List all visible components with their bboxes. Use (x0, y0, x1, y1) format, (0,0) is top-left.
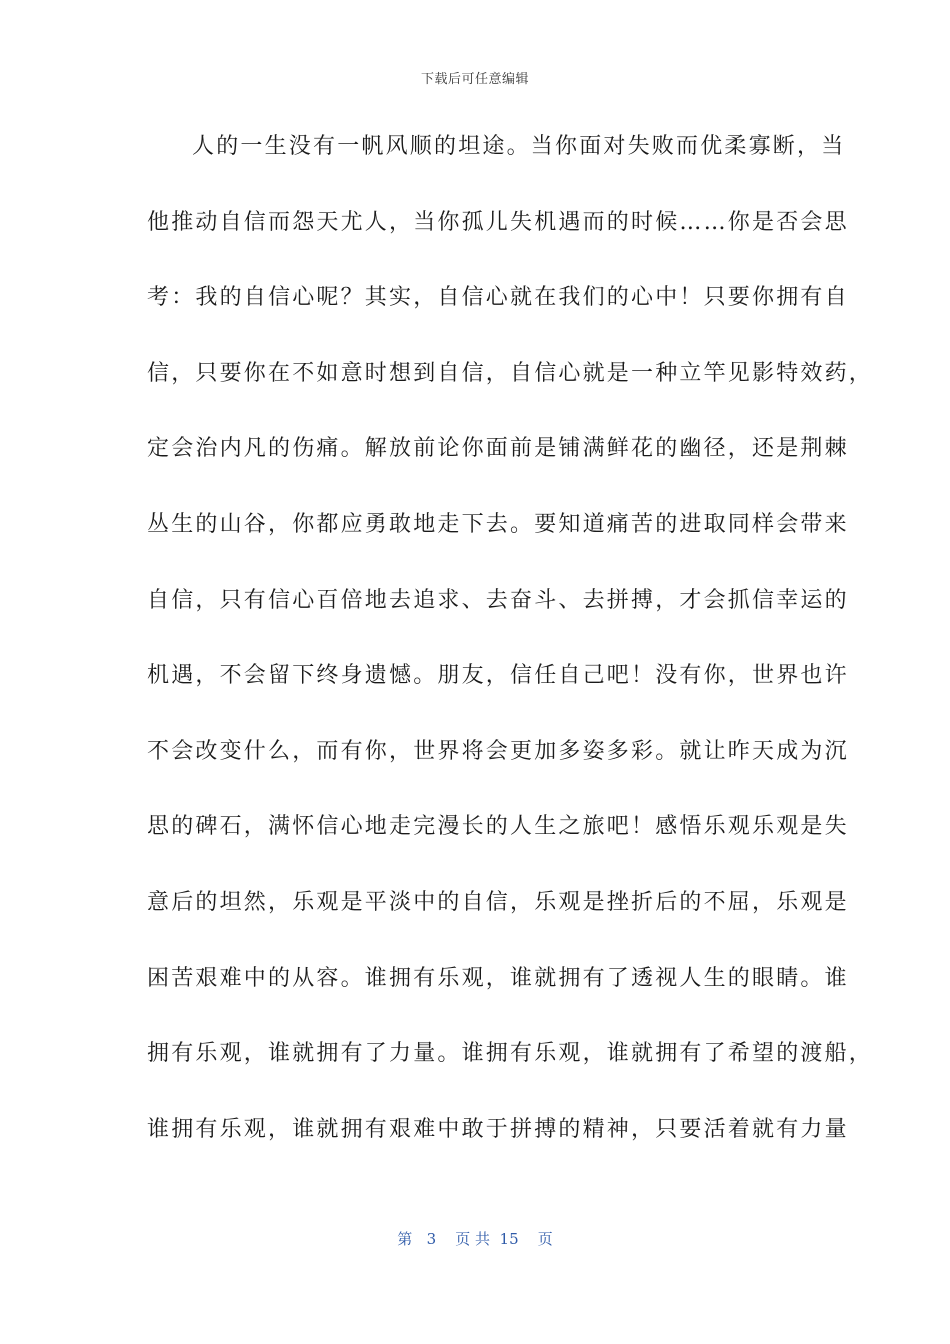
text-line: 丛生的山谷，你都应勇敢地走下去。要知道痛苦的进取同样会带来 (147, 511, 849, 537)
text-line: 谁拥有乐观，谁就拥有艰难中敢于拼搏的精神，只要活着就有力量 (147, 1116, 849, 1142)
footer-end-label: 页 (537, 1230, 553, 1248)
text-line: 定会治内凡的伤痛。解放前论你面前是铺满鲜花的幽径，还是荆棘 (147, 436, 849, 462)
footer-total-pages: 15 (499, 1230, 519, 1248)
footer-current-page: 3 (426, 1230, 437, 1248)
text-line: 自信，只有信心百倍地去追求、去奋斗、去拼搏，才会抓信幸运的 (147, 587, 849, 613)
text-line: 他推动自信而怨天尤人，当你孤儿失机遇而的时候……你是否会思 (147, 209, 849, 235)
text-line: 不会改变什么，而有你，世界将会更加多姿多彩。就让昨天成为沉 (147, 738, 849, 764)
body-text (147, 127, 874, 1185)
text-line: 思的碑石，满怀信心地走完漫长的人生之旅吧！感悟乐观乐观是失 (147, 814, 849, 840)
text-line: 人的一生没有一帆风顺的坦途。当你面对失败而优柔寡断，当 (192, 134, 846, 159)
footer-total-label: 页 共 (455, 1230, 490, 1248)
text-line: 意后的坦然，乐观是平淡中的自信，乐观是挫折后的不屈，乐观是 (147, 889, 849, 915)
text-line: 机遇，不会留下终身遗憾。朋友，信任自己吧！没有你，世界也许 (147, 663, 849, 689)
text-line: 信，只要你在不如意时想到自信，自信心就是一种立竿见影特效药， (147, 360, 874, 386)
text-line: 考：我的自信心呢？其实，自信心就在我们的心中！只要你拥有自 (147, 285, 849, 311)
page-header: 下载后可任意编辑 (420, 72, 529, 87)
page-footer (0, 1228, 950, 1249)
footer-page-label: 第 (397, 1230, 413, 1248)
text-line: 困苦艰难中的从容。谁拥有乐观，谁就拥有了透视人生的眼睛。谁 (147, 965, 849, 991)
text-line: 拥有乐观，谁就拥有了力量。谁拥有乐观，谁就拥有了希望的渡船， (147, 1041, 874, 1067)
